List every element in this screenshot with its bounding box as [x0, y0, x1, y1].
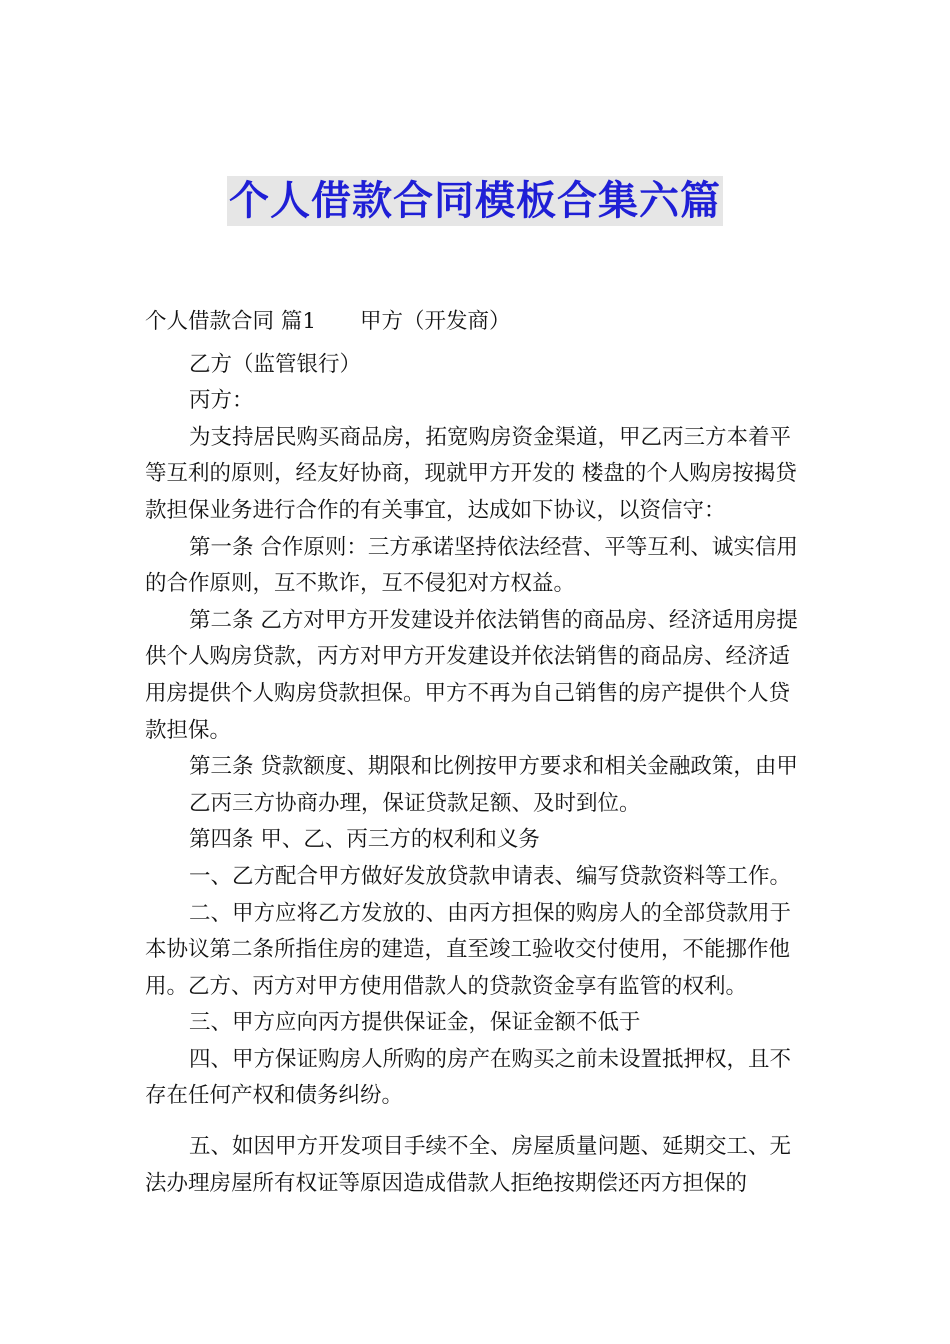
article-3-continued: 乙丙三方协商办理，保证贷款足额、及时到位。	[189, 790, 641, 816]
article-4-item-2: 二、甲方应将乙方发放的、由丙方担保的购房人的全部贷款用于本协议第二条所指住房的建造，直至竣工验收交付使用，不能挪作他用。乙方、丙方对甲方使用借款人的贷款资金享有监管的权利。	[145, 900, 792, 999]
article-4-item-1: 一、乙方配合甲方做好发放贷款申请表、编写贷款资料等工作。	[189, 863, 792, 889]
title-container	[0, 176, 950, 226]
section-heading-line	[145, 304, 807, 341]
article-1: 第一条 合作原则：三方承诺坚持依法经营、平等互利、诚实信用的合作原则，互不欺诈，互不侵犯对方权益。	[145, 534, 798, 597]
document-body	[145, 304, 807, 1202]
article-4: 第四条 甲、乙、丙三方的权利和义务	[189, 827, 540, 853]
party-c: 丙方：	[189, 388, 254, 414]
article-4-item-5: 五、如因甲方开发项目手续不全、房屋质量问题、延期交工、无法办理房屋所有权证等原因造成借款人拒绝按期偿还丙方担保的	[145, 1134, 792, 1196]
intro-paragraph: 为支持居民购买商品房，拓宽购房资金渠道，甲乙丙三方本着平等互利的原则，经友好协商，现就甲方开发的 楼盘的个人购房按揭贷款担保业务进行合作的有关事宜，达成如下协议，以资信守：	[145, 424, 797, 523]
document-title: 个人借款合同模板合集六篇	[229, 178, 721, 224]
party-a: 甲方（开发商）	[360, 309, 511, 334]
party-b: 乙方（监管银行）	[189, 351, 362, 377]
article-4-item-3: 三、甲方应向丙方提供保证金，保证金额不低于	[189, 1010, 641, 1036]
article-2: 第二条 乙方对甲方开发建设并依法销售的商品房、经济适用房提供个人购房贷款，丙方对甲方开发建设并依法销售的商品房、经济适用房提供个人购房贷款担保。甲方不再为自己销售的房产提供个人贷款担保。	[145, 607, 798, 743]
article-4-item-4: 四、甲方保证购房人所购的房产在购买之前未设置抵押权，且不存在任何产权和债务纠纷。	[145, 1046, 792, 1109]
section-heading: 个人借款合同 篇1	[145, 309, 317, 334]
article-3: 第三条 贷款额度、期限和比例按甲方要求和相关金融政策，由甲	[189, 754, 798, 780]
